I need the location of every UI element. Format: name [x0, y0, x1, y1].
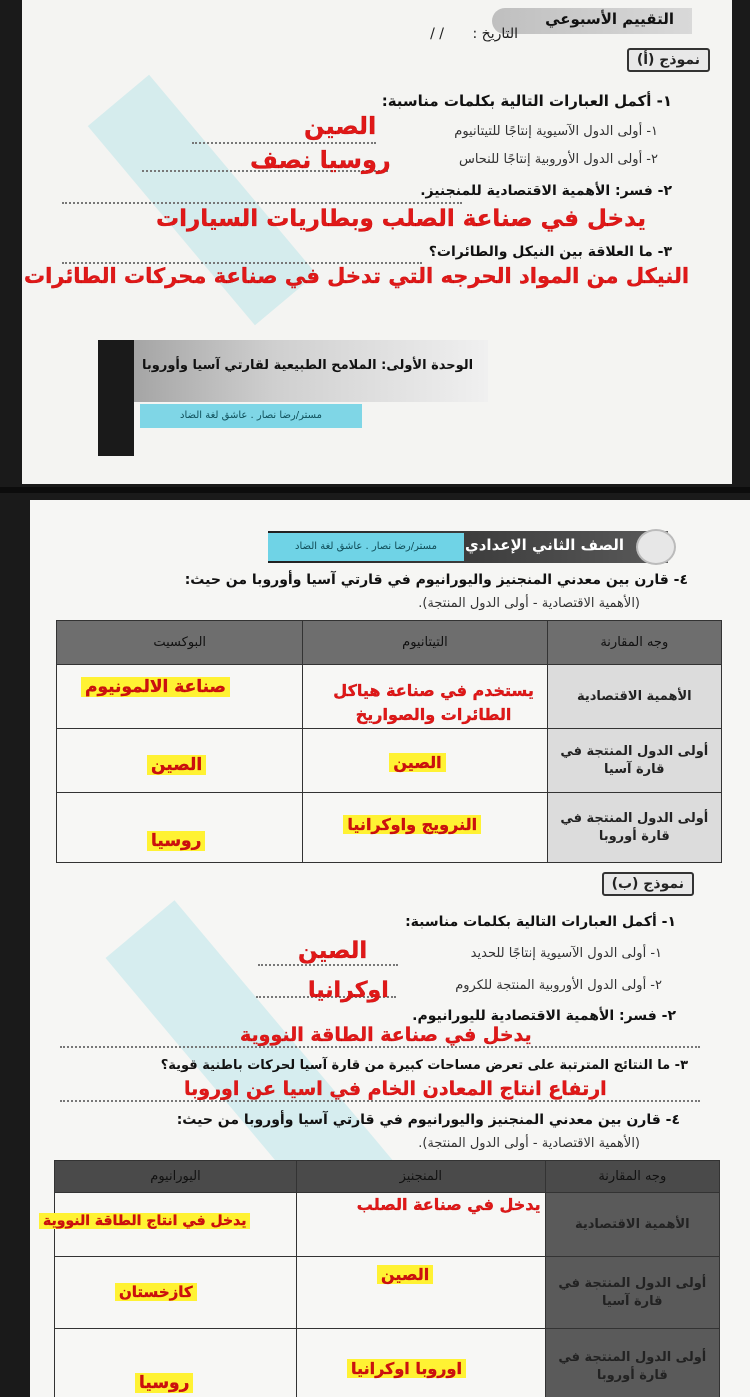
- q2-text: ٢- فسر: الأهمية الاقتصادية لليورانيوم.: [412, 1008, 676, 1024]
- table-header: البوكسيت: [57, 621, 303, 665]
- answer-russia-half: روسيا نصف: [250, 146, 391, 174]
- row-label: أولى الدول المنتجة في قارة أوروبا: [545, 1329, 719, 1397]
- answer-titanium-importance: يستخدم في صناعة هياكل الطائرات والصواريخ: [333, 681, 534, 724]
- answer-titanium-europe: النرويج واوكرانيا: [343, 815, 481, 834]
- table-cell: [297, 1257, 546, 1329]
- answer-dots: [60, 1100, 700, 1102]
- answer-dots: [62, 202, 462, 204]
- answer-manganese-asia: الصين: [377, 1265, 433, 1284]
- q1-title: ١- أكمل العبارات التالية بكلمات مناسبة:: [405, 914, 676, 930]
- page-divider: [0, 487, 750, 493]
- q4-title: ٤- قارن بين معدني المنجنيز واليورانيوم في قارتي آسيا وأوروبا من حيث:: [176, 1112, 680, 1128]
- answer-manganese: يدخل في صناعة الصلب وبطاريات السيارات: [156, 206, 647, 232]
- date-label: التاريخ :: [472, 26, 518, 42]
- bottom-worksheet-page: [30, 500, 750, 1397]
- top-worksheet-page: [22, 0, 732, 484]
- answer-nickel: النيكل من المواد الحرجه التي تدخل في صناعة محركات الطائرات: [24, 264, 690, 288]
- answer-bauxite-europe: روسيا: [147, 831, 205, 851]
- grade-title: الصف الثاني الإعدادي: [464, 536, 624, 554]
- table-cell: [57, 729, 303, 793]
- table-header: وجه المقارنة: [545, 1161, 719, 1193]
- table-cell: [297, 1329, 546, 1397]
- q3-text: ٣- ما العلاقة بين النيكل والطائرات؟: [428, 244, 672, 260]
- row-label: أولى الدول المنتجة في قارة آسيا: [545, 1257, 719, 1329]
- table-cell: [43, 1193, 297, 1257]
- answer-manganese-importance: يدخل في صناعة الصلب: [356, 1195, 541, 1214]
- table-cell: [55, 1257, 297, 1329]
- date-slashes: / /: [430, 26, 444, 42]
- unit-black-bar: [98, 340, 134, 456]
- answer-bauxite-importance: صناعة الالمونيوم: [81, 677, 230, 697]
- q1-title: ١- أكمل العبارات التالية بكلمات مناسبة:: [381, 92, 672, 110]
- q1-item-a: ١- أولى الدول الآسيوية إنتاجًا للحديد: [470, 946, 662, 961]
- row-label: الأهمية الاقتصادية: [547, 665, 721, 729]
- table-header: وجه المقارنة: [547, 621, 721, 665]
- model-b-label: نموذج (ب): [602, 872, 694, 896]
- answer-china: الصين: [298, 938, 368, 964]
- q2-text: ٢- فسر: الأهمية الاقتصادية للمنجنيز.: [420, 183, 672, 199]
- teacher-credit: مستر/رضا نصار . عاشق لغة الضاد: [140, 404, 362, 428]
- table-header: التيتانيوم: [303, 621, 547, 665]
- table-cell: [57, 793, 303, 863]
- q4-criteria: (الأهمية الاقتصادية - أولى الدول المنتجة).: [418, 596, 640, 611]
- header-circle-ornament: [636, 529, 676, 565]
- table-header: اليورانيوم: [55, 1161, 297, 1193]
- answer-uranium-europe: روسيا: [135, 1373, 193, 1393]
- unit-title: الوحدة الأولى: الملامح الطبيعية لقارتي آسيا وأوروبا: [142, 358, 474, 373]
- answer-dots: [60, 1046, 700, 1048]
- q1-item-b: ٢- أولى الدول الأوروبية المنتجة للكروم: [455, 978, 662, 993]
- answer-china: الصين: [304, 112, 377, 140]
- answer-manganese-europe: اوروبا اوكرانيا: [347, 1359, 466, 1378]
- row-label: الأهمية الاقتصادية: [545, 1193, 719, 1257]
- table-cell: [303, 729, 547, 793]
- answer-dots: [258, 964, 398, 966]
- q4-criteria: (الأهمية الاقتصادية - أولى الدول المنتجة).: [418, 1136, 640, 1151]
- teacher-credit: مستر/رضا نصار . عاشق لغة الضاد: [268, 533, 464, 561]
- weekly-assessment-title: التقييم الأسبوعي: [545, 10, 674, 28]
- table-cell: [55, 1329, 297, 1397]
- answer-uranium-asia: كازخستان: [115, 1283, 197, 1301]
- table-cell: [297, 1193, 546, 1257]
- answer-dots: [192, 142, 376, 144]
- answer-uranium: يدخل في صناعة الطاقة النووية: [240, 1024, 532, 1046]
- q3-text: ٣- ما النتائج المترتبة على تعرض مساحات كبيرة من قارة آسيا لحركات باطنية قوية؟: [160, 1058, 688, 1073]
- table-header: المنجنيز: [297, 1161, 546, 1193]
- answer-titanium-asia: الصين: [389, 753, 445, 772]
- q4-title: ٤- قارن بين معدني المنجنيز واليورانيوم في قارتي آسيا وأوروبا من حيث:: [184, 572, 688, 588]
- table-cell: [57, 665, 303, 729]
- comparison-table-manganese-uranium: [43, 1160, 720, 1397]
- answer-uranium-importance: يدخل في انتاج الطاقة النووية: [39, 1213, 250, 1229]
- row-label: أولى الدول المنتجة في قارة آسيا: [547, 729, 721, 793]
- table-cell: [303, 665, 547, 729]
- row-label: أولى الدول المنتجة في قارة أوروبا: [547, 793, 721, 863]
- table-cell: [303, 793, 547, 863]
- model-a-label: نموذج (أ): [627, 48, 710, 72]
- q1-item-a: ١- أولى الدول الآسيوية إنتاجًا للتيتانيوم: [454, 124, 658, 139]
- answer-q3: ارتفاع انتاج المعادن الخام في اسيا عن اوروبا: [184, 1078, 607, 1100]
- answer-bauxite-asia: الصين: [147, 755, 206, 775]
- q1-item-b: ٢- أولى الدول الأوروبية إنتاجًا للنحاس: [458, 152, 658, 167]
- comparison-table-titanium-bauxite: [56, 620, 722, 863]
- answer-ukraine: اوكرانيا: [308, 978, 389, 1003]
